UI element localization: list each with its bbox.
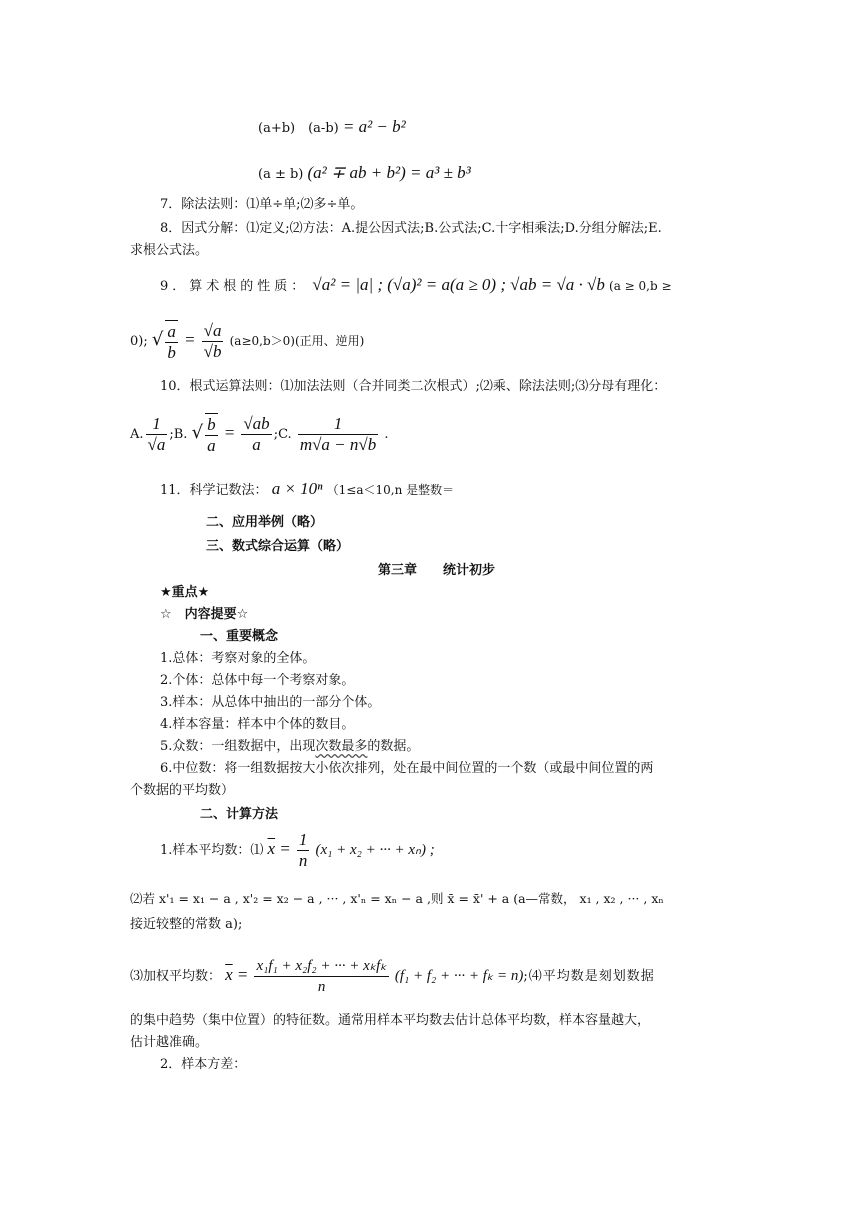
formula-b-right: (a² ∓ ab + b²) = a³ ± b³	[307, 163, 471, 182]
item-9-label: 9．算术根的性质：	[160, 279, 309, 294]
item-10-c-num: 1	[298, 414, 378, 435]
item-10-c-frac	[298, 414, 378, 455]
formula-a-right: = a² − b²	[342, 117, 406, 136]
concept-4: 4.样本容量：样本中个体的数目。	[160, 717, 355, 732]
item-10-end: .	[384, 427, 389, 442]
calc-1-den: n	[298, 851, 308, 870]
item-10-a-label: A.	[130, 427, 144, 442]
item-7: 7．除法法则：⑴单÷单;⑵多÷单。	[160, 197, 364, 212]
subsection-concepts: 一、重要概念	[200, 629, 279, 644]
item-10-b-num: b	[207, 415, 216, 434]
item-9-frac	[165, 320, 178, 363]
key-point: ★重点★	[160, 585, 210, 600]
calc-3	[130, 952, 655, 1000]
item-10-b-frac	[205, 413, 218, 456]
concept-6-line1: 6.中位数：将一组数据按大小依次排列，处在最中间位置的一个数（或最中间位置的两	[160, 761, 654, 776]
sqrt-icon: √	[191, 422, 204, 443]
calc-3-cond: (f₁ + f₂ + ··· + fₖ = n)	[394, 968, 524, 984]
calc-3-den: n	[317, 979, 326, 995]
calc-1-label: 1.样本平均数：⑴	[160, 843, 264, 858]
calc-1-frac	[297, 830, 310, 871]
item-9-prop1: √a² = |a|	[312, 275, 374, 294]
item-9-line1	[160, 276, 672, 296]
item-10-line1: 10．根式运算法则：⑴加法法则（合并同类二次根式）;⑵乘、除法法则;⑶分母有理化：	[160, 379, 667, 394]
item-9-frac-den: b	[167, 343, 176, 362]
item-10-b-label: ;B.	[169, 427, 188, 442]
calc-variance: 2．样本方差：	[160, 1057, 247, 1072]
calc-1-num: 1	[298, 830, 308, 849]
calc-3-cont-line2: 估计越准确。	[130, 1035, 209, 1050]
calc-3-label: ⑶加权平均数：	[130, 969, 222, 984]
subsection-calc: 二、计算方法	[200, 807, 279, 822]
section-2: 二、应用举例（略）	[206, 515, 324, 530]
calc-3-xbar: $\overline{x}$	[225, 965, 233, 984]
item-10-b-rfrac	[241, 414, 271, 455]
concept-5-wavy: 次数最多	[315, 739, 368, 754]
item-11-text: 11．科学记数法：	[160, 483, 268, 498]
concept-6-line2: 个数据的平均数）	[130, 783, 235, 798]
item-10-a-frac	[146, 414, 168, 455]
concept-5	[160, 738, 419, 756]
item-10-c-label: ;C.	[273, 427, 292, 442]
item-10-line2: A. $\frac{1}{√a}$ ;B. √ $\frac{b}{a}$ = $\frac{√ab}{a}$ ;C. $\frac{1}{m√a - n√b}$ .	[130, 414, 389, 455]
item-9-prop3: √ab = √a · √b	[510, 275, 605, 294]
item-11-cond: （1≤a＜10,n 是整数＝	[326, 483, 455, 497]
calc-2-line2: 接近较整的常数 a);	[130, 917, 243, 932]
item-9-frac-r	[202, 321, 224, 362]
calc-3-eq: =	[236, 965, 249, 984]
calc-1-xbar: $\overline{x}$	[267, 839, 276, 858]
calc-3-cont-line1: 的集中趋势（集中位置）的特征数。通常用样本平均数去估计总体平均数，样本容量越大，	[130, 1013, 651, 1028]
item-9-frac-num: a	[167, 322, 176, 341]
item-11-formula: a × 10ⁿ	[271, 479, 323, 498]
calc-1	[160, 826, 435, 874]
item-10-b-den: a	[207, 436, 216, 455]
item-10-c-den: m√a − n√b	[299, 435, 377, 454]
summary-heading: ☆ 内容提要☆	[160, 607, 249, 622]
formula-b-left: (a ± b)	[258, 167, 304, 182]
concept-5-post: 的数据。	[367, 739, 420, 754]
item-9-cond1-cont: 0);	[130, 334, 148, 349]
item-9-frac-rden: √b	[203, 342, 222, 361]
item-10-a-den: √a	[147, 435, 166, 454]
formula-a-left: (a+b) (a-b)	[258, 121, 339, 136]
concept-1: 1.总体：考察对象的全体。	[160, 651, 316, 666]
chapter-title: 第三章 统计初步	[378, 563, 496, 578]
formula-b	[258, 164, 471, 184]
item-9-cond2: (a≥0,b＞0)(正用、逆用)	[229, 334, 365, 348]
item-8-line1: 8．因式分解：⑴定义;⑵方法：A.提公因式法;B.公式法;C.十字相乘法;D.分组分解法;E.	[160, 221, 662, 236]
calc-2-line1: ⑵若 x'₁ = x₁ − a , x'₂ = x₂ − a , ··· , x'ₙ = xₙ − a ,则 x̄ = x̄' + a (a—常数， x₁ , x₂ , ··· , xₙ	[130, 891, 664, 906]
item-10-b-rnum: √ab	[243, 414, 270, 433]
item-9-frac-rnum: √a	[203, 321, 222, 340]
calc-1-tail: (x₁ + x₂ + ··· + xₙ) ;	[315, 842, 435, 858]
item-9-line2: 0); √ $\frac{a}{b}$ = $\frac{√a}{√b}$ (a≥0,b＞0)(正用、逆用)	[130, 321, 365, 362]
item-8-line2: 求根公式法。	[130, 243, 209, 258]
calc-3-tail: ;⑷平均数是刻划数据	[523, 969, 655, 984]
formula-a	[258, 118, 406, 138]
calc-3-num: x₁f₁ + x₂f₂ + ··· + xₖfₖ	[254, 956, 388, 977]
sqrt-icon: √	[151, 329, 164, 350]
concept-3: 3.样本：从总体中抽出的一部分个体。	[160, 695, 381, 710]
item-11	[160, 480, 454, 500]
item-9-cond1: (a ≥ 0,b ≥	[609, 279, 672, 293]
section-3: 三、数式综合运算（略）	[206, 539, 350, 554]
item-10-a-num: 1	[146, 414, 168, 435]
item-9-prop2: ; (√a)² = a(a ≥ 0) ;	[377, 275, 507, 294]
concept-5-pre: 5.众数：一组数据中，出现	[160, 739, 316, 754]
concept-2: 2.个体：总体中每一个考察对象。	[160, 673, 355, 688]
calc-3-frac	[254, 956, 388, 997]
item-10-b-rden: a	[252, 435, 261, 454]
calc-1-eq: =	[279, 839, 291, 858]
